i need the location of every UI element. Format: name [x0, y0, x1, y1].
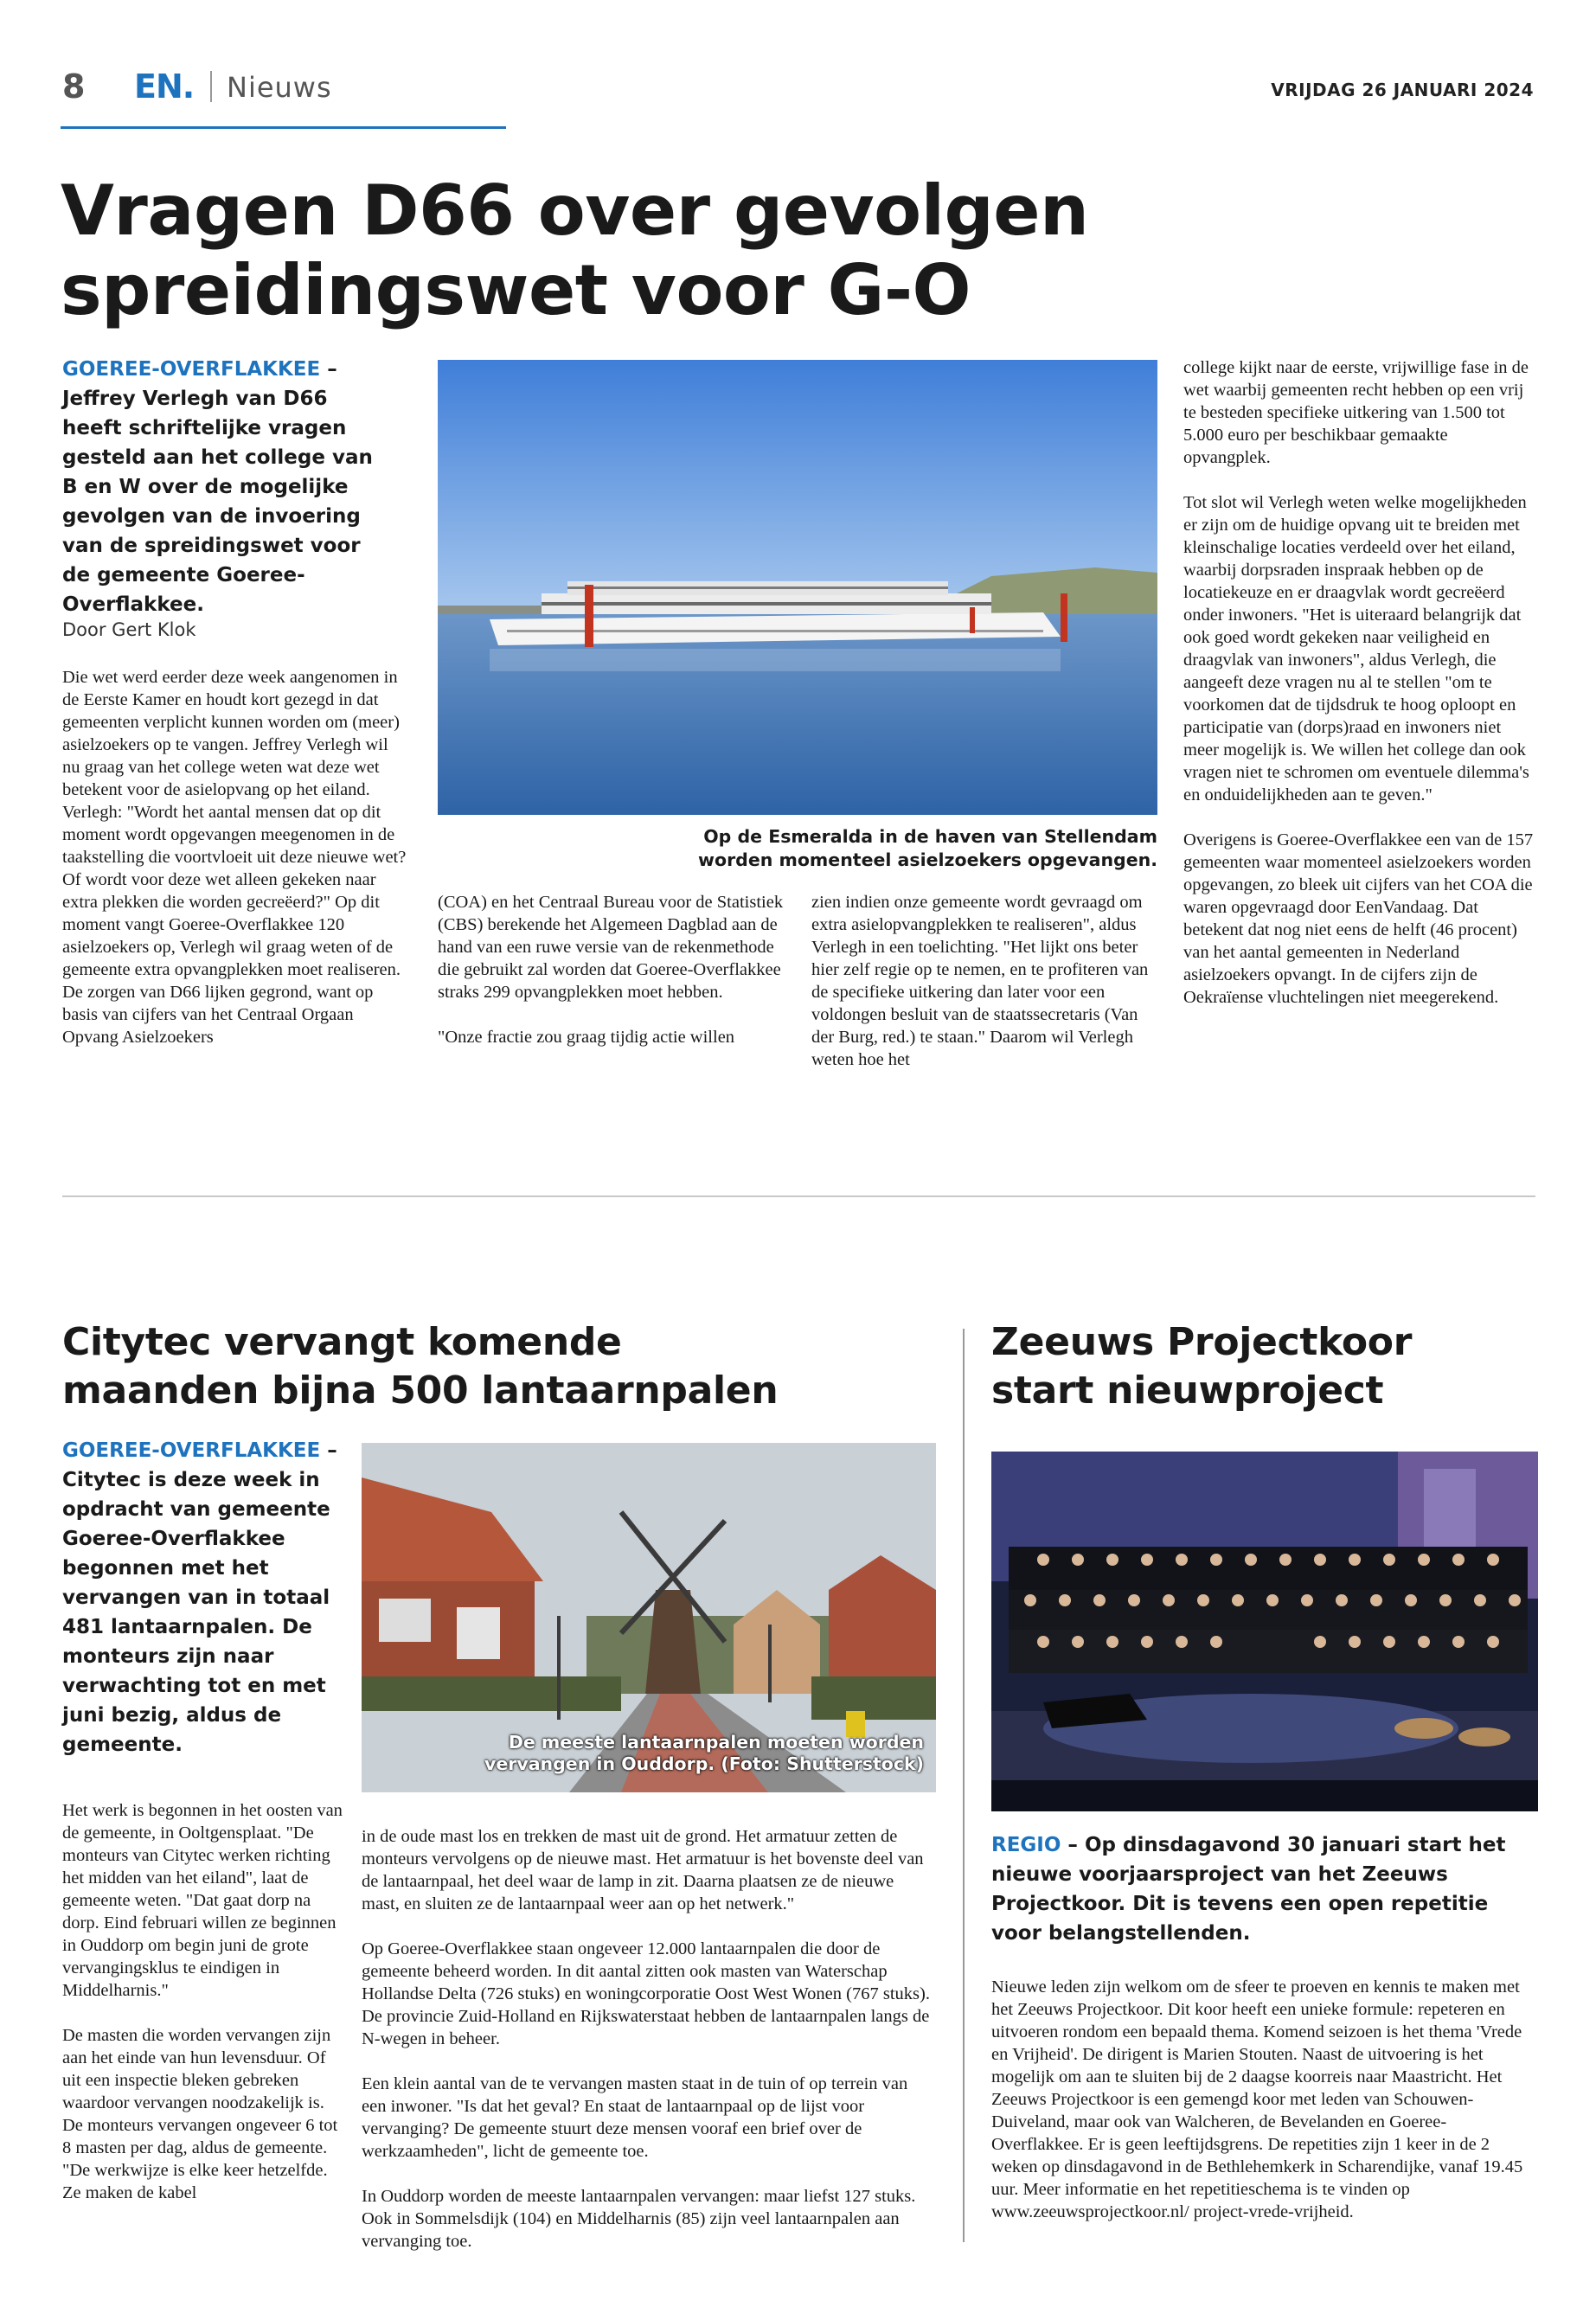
paragraph: Op Goeree-Overflakkee staan ongeveer 12.000 lantaarnpalen die door de gemeente beheerd worden. In dit aantal zitten ook masten van Waterschap Hollandse Delta (726 stuks) en woningcorporatie Oost West Wonen (767 stuks). De provincie Zuid-Holland en Rijkswaterstaat hebben de lantaarnpalen langs de N-wegen in beheer.	[362, 1939, 930, 2048]
intro-text: Op dinsdagavond 30 januari start het nieuwe voorjaarsproject van het Zeeuws Projectkoor. Dit is tevens een open repetitie voor belangstellenden.	[991, 1834, 1506, 1945]
dateline-place: REGIO	[991, 1834, 1061, 1856]
column-divider	[963, 1329, 965, 2242]
paragraph: De masten die worden vervangen zijn aan het einde van hun levensduur. Of uit een inspectie bleken gebreken waardoor vervangen noodzakelijk is. De monteurs vervangen ongeveer 6 tot 8 masten per dag, aldus de gemeente. "De werkwijze is elke keer hetzelfde. Ze maken de kabel	[62, 2026, 338, 2202]
ship-illustration	[438, 360, 1157, 815]
intro-text: Citytec is deze week in opdracht van gemeente Goeree-Overflakkee begonnen met het vervangen van in totaal 481 lantaarnpalen. De monteurs zijn naar verwachting tot en met juni bezig, aldus de gemeente.	[62, 1469, 330, 1756]
caption-line: De meeste lantaarnpalen moeten worden	[508, 1732, 924, 1753]
en-logo: EN.	[134, 67, 195, 106]
article1-col4	[1183, 356, 1536, 1031]
page-number: 8	[62, 67, 86, 106]
paragraph: Overigens is Goeree-Overflakkee een van de 157 gemeenten waar momenteel asielzoekers worden opgevangen, zo bleek uit cijfers van het COA die waren opgevraagd door EenVandaag. Dat betekent dat nog niet eens de helft (46 procent) van het aantal gemeenten in Nederland asielzoekers opvangt. In de cijfers zijn de Oekraïense vluchtelingen niet meegerekend.	[1183, 830, 1534, 1007]
caption-line: Op de Esmeralda in de haven van Stellendam	[703, 826, 1157, 847]
article2-col2	[362, 1825, 936, 2275]
paragraph: "Onze fractie zou graag tijdig actie willen	[438, 1028, 735, 1047]
section-label: Nieuws	[227, 71, 332, 104]
article1-col1	[62, 666, 408, 1071]
headline-line: Zeeuws Projectkoor	[991, 1320, 1413, 1364]
paragraph: Een klein aantal van de te vervangen masten staat in de tuin of op terrein van een inwoner. "Is dat het geval? En staat de lantaarnpaal op de lijst voor vervanging? De gemeente stuurt deze mensen vooraf een brief over de werkzaamheden", licht de gemeente toe.	[362, 2074, 908, 2161]
article2-intro	[62, 1436, 348, 1759]
article-separator	[62, 1195, 1535, 1197]
article3-headline	[991, 1318, 1545, 1415]
byline: Door Gert Klok	[62, 619, 196, 640]
choir-concert-photo	[991, 1452, 1538, 1811]
paragraph: Het werk is begonnen in het oosten van de gemeente, in Ooltgensplaat. "De monteurs van Citytec werken richting het midden van het eiland", laat de gemeente weten. "Dat gaat dorp na dorp. Eind februari willen ze beginnen in Ouddorp om begin juni de grote vervangingsklus te eindigen in Middelharnis."	[62, 1801, 343, 2000]
article2-headline	[62, 1318, 927, 1415]
article3-intro	[991, 1830, 1538, 1948]
paragraph: Die wet werd eerder deze week aangenomen in de Eerste Kamer en houdt kort gezegd in dat gemeenten verplicht kunnen worden om (meer) asielzoekers op te vangen. Jeffrey Verlegh wil nu graag van het college weten wat deze wet betekent voor de asielopvang op het eiland. Verlegh: "Wordt het aantal mensen dat op dit moment wordt opgevangen meegenomen in de taakstelling die voortvloeit uit deze nieuwe wet? Of wordt voor deze wet alleen gekeken naar extra plekken die worden gecreëerd?" Op dit moment vangt Goeree-Overflakkee 120 asielzoekers op, Verlegh wil graag weten of de gemeente extra opvangplekken moet realiseren. De zorgen van D66 lijken gegrond, want op basis van cijfers van het Centraal Orgaan Opvang Asielzoekers	[62, 668, 407, 1047]
paragraph: in de oude mast los en trekken de mast uit de grond. Het armatuur zetten de monteurs vervolgens op de nieuwe mast. Het armatuur is het bovenste deel van de lantaarnpaal, het deel waar de lamp in zit. Daarna plaatsen ze de nieuwe mast, en sluiten ze de lantaarnpaal weer aan op het netwerk."	[362, 1827, 924, 1913]
dateline-dash: –	[320, 358, 337, 381]
header-rule	[61, 126, 506, 129]
paragraph: college kijkt naar de eerste, vrijwillige fase in de wet waarbij gemeenten recht hebben op een vrij te besteden specifieke uitkering van 1.500 tot 5.000 euro per beschikbaar gemaakte opvangplek.	[1183, 358, 1529, 467]
article2-photo-caption	[474, 1732, 924, 1775]
headline-line: Vragen D66 over gevolgen	[61, 170, 1089, 251]
headline-line: start nieuwproject	[991, 1368, 1384, 1413]
dateline-dash: –	[320, 1439, 337, 1462]
header-divider	[210, 71, 212, 102]
article2-col1	[62, 1799, 348, 2227]
article1-col3	[811, 891, 1157, 1093]
article1-photo-caption	[438, 825, 1157, 872]
paragraph: Nieuwe leden zijn welkom om de sfeer te proeven en kennis te maken met het Zeeuws Projectkoor. Dit koor heeft een unieke formule: repeteren en uitvoeren rondom een bepaald thema. Komend seizoen is het thema 'Vrede en Vrijheid'. De dirigent is Marien Stouten. Naast de uitvoering is het mogelijk om aan te sluiten bij de 2 daagse koorreis naar Maastricht. Het Zeeuws Projectkoor is een gemengd koor met leden van Schouwen-Duiveland, maar ook van Walcheren, de Bevelanden en Goeree-Overflakkee. Er is geen leeftijdsgrens. De repetities zijn 1 keer in de 2 weken op dinsdagavond in de Bethlehemkerk in Scharendijke, vanaf 19.45 uur. Meer informatie en het repetitieschema is te vinden op www.zeeuwsprojectkoor.nl/ project-vrede-vrijheid.	[991, 1977, 1523, 2221]
dateline-place: GOEREE-OVERFLAKKEE	[62, 358, 321, 381]
article3-body	[991, 1976, 1538, 2246]
paragraph: In Ouddorp worden de meeste lantaarnpalen vervangen: maar liefst 127 stuks. Ook in Sommelsdijk (104) en Middelharnis (85) zijn veel lantaarnpalen aan vervanging toe.	[362, 2187, 916, 2251]
paragraph: (COA) en het Centraal Bureau voor de Statistiek (CBS) berekende het Algemeen Dagblad aan de hand van een ruwe versie van de rekenmethode die gebruikt zal worden dat Goeree-Overflakkee straks 299 opvangplekken moet hebben.	[438, 893, 784, 1002]
headline-line: Citytec vervangt komende	[62, 1320, 622, 1364]
intro-text: Jeffrey Verlegh van D66 heeft schriftelijke vragen gesteld aan het college van B en W over de mogelijke gevolgen van de invoering van de spreidingswet voor de gemeente Goeree-Overflakkee.	[62, 388, 373, 616]
headline-line: maanden bijna 500 lantaarnpalen	[62, 1368, 779, 1413]
issue-date: VRIJDAG 26 JANUARI 2024	[1271, 80, 1534, 100]
caption-line: vervangen in Ouddorp. (Foto: Shutterstock)	[484, 1753, 924, 1774]
caption-line: worden momenteel asielzoekers opgevangen.	[698, 849, 1157, 870]
article1-intro	[62, 355, 391, 619]
paragraph: Tot slot wil Verlegh weten welke mogelijkheden er zijn om de huidige opvang uit te breiden met kleinschalige locaties verdeeld over het eiland, waarbij dorpsraden inspraak hebben op de locatiekeuze en er draagvlak wordt gecreëerd onder inwoners. "Het is uiteraard belangrijk dat ook goed wordt gekeken naar veiligheid en draagvlak van inwoners", aldus Verlegh, die aangeeft deze vragen nu al te stellen "om te voorkomen dat de tijdsdruk te hoog oploopt en participatie van (dorps)raad en inwoners niet meer mogelijk is. We willen het college dan ook vragen niet te schromen om eventuele dilemma's en onduidelijkheden aan te geven."	[1183, 493, 1529, 804]
article1-col2	[438, 891, 784, 1071]
dateline-place: GOEREE-OVERFLAKKEE	[62, 1439, 321, 1462]
headline-line: spreidingswet voor G-O	[61, 250, 971, 330]
paragraph: zien indien onze gemeente wordt gevraagd om extra asielopvangplekken te realiseren", aldus Verlegh in een toelichting. "Het lijkt ons beter hier zelf regie op te nemen, en te profiteren van de specifieke uitkering dan later voor een voldongen besluit van de staatssecretaris (Van der Burg, red.) te staan." Daarom wil Verlegh weten hoe het	[811, 893, 1149, 1069]
choir-illustration	[991, 1452, 1538, 1811]
article1-headline	[61, 171, 1185, 330]
harbor-ship-photo	[438, 360, 1157, 815]
windmill-street-photo	[362, 1443, 936, 1792]
dateline-dash: –	[1061, 1834, 1078, 1856]
